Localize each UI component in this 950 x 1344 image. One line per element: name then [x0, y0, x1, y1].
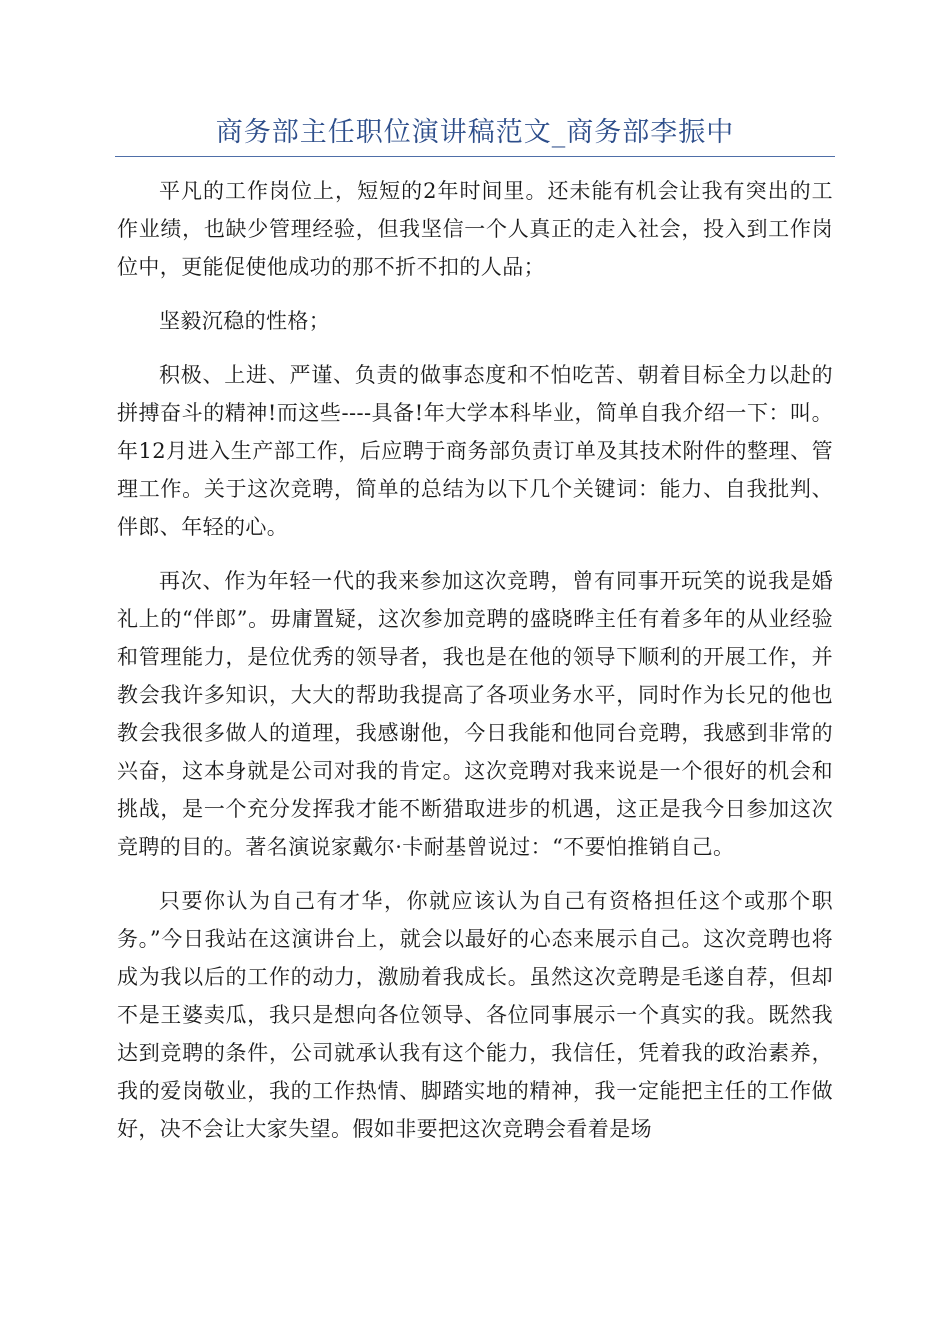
- paragraph-3: 积极、上进、严谨、负责的做事态度和不怕吃苦、朝着目标全力以赴的拼搏奋斗的精神!而这些----具备!年大学本科毕业，简单自我介绍一下：叫。年12月进入生产部工作，后应聘于商务部负责订单及其技术附件的整理、管理工作。关于这次竞聘，简单的总结为以下几个关键词：能力、自我批判、伴郎、年轻的心。: [117, 363, 833, 539]
- paragraph-2: 坚毅沉稳的性格；: [159, 309, 331, 333]
- title-block: [115, 112, 835, 157]
- paragraph-1: 平凡的工作岗位上，短短的2年时间里。还未能有机会让我有突出的工作业绩，也缺少管理经验，但我坚信一个人真正的走入社会，投入到工作岗位中，更能促使他成功的那不折不扣的人品；: [117, 179, 833, 279]
- document-body: [117, 172, 833, 1164]
- paragraph-5: 只要你认为自己有才华，你就应该认为自己有资格担任这个或那个职务。”今日我站在这演讲台上，就会以最好的心态来展示自己。这次竞聘也将成为我以后的工作的动力，激励着我成长。虽然这次竞聘是毛遂自荐，但却不是王婆卖瓜，我只是想向各位领导、各位同事展示一个真实的我。既然我达到竞聘的条件，公司就承认我有这个能力，我信任，凭着我的政治素养，我的爱岗敬业，我的工作热情、脚踏实地的精神，我一定能把主任的工作做好，决不会让大家失望。假如非要把这次竞聘会看着是场: [117, 889, 833, 1141]
- paragraph-4: 再次、作为年轻一代的我来参加这次竞聘，曾有同事开玩笑的说我是婚礼上的“伴郎”。毋庸置疑，这次参加竞聘的盛晓晔主任有着多年的从业经验和管理能力，是位优秀的领导者，我也是在他的领导下顺利的开展工作，并教会我许多知识，大大的帮助我提高了各项业务水平，同时作为长兄的他也教会我很多做人的道理，我感谢他，今日我能和他同台竞聘，我感到非常的兴奋，这本身就是公司对我的肯定。这次竞聘对我来说是一个很好的机会和挑战，是一个充分发挥我才能不断猎取进步的机遇，这正是我今日参加这次竞聘的目的。著名演说家戴尔·卡耐基曾说过：“不要怕推销自己。: [117, 569, 833, 859]
- page-title: 商务部主任职位演讲稿范文_商务部李振中: [215, 117, 735, 148]
